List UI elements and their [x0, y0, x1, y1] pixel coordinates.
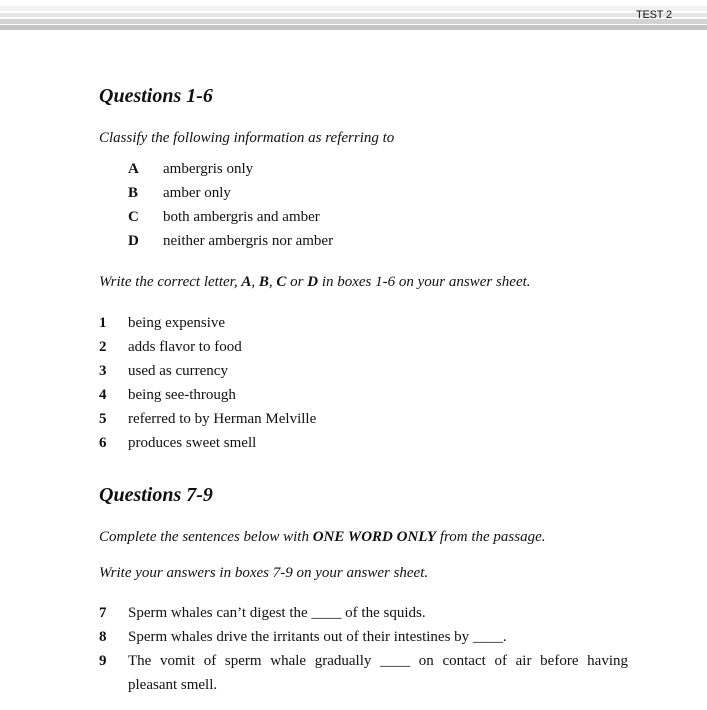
- question-text: produces sweet smell: [128, 435, 257, 451]
- header-stripe: [0, 19, 707, 24]
- question-text: referred to by Herman Melville: [128, 411, 317, 427]
- test-label: TEST 2: [636, 9, 672, 21]
- option-letter: C: [128, 209, 139, 225]
- header-stripe: [0, 6, 707, 11]
- question-number: 5: [99, 411, 107, 427]
- option-letter: D: [128, 233, 139, 249]
- header-stripe: [0, 25, 707, 30]
- instruction-text: Write the correct letter,: [99, 274, 242, 290]
- write-answers-instruction: Write your answers in boxes 7-9 on your answer sheet.: [99, 565, 429, 581]
- separator: ,: [251, 274, 259, 290]
- classify-instruction: Classify the following information as referring to: [99, 130, 395, 146]
- question-text: being expensive: [128, 315, 226, 331]
- question-number: 6: [99, 435, 107, 451]
- instruction-text: from the passage.: [436, 529, 546, 545]
- letter-b: B: [258, 274, 269, 290]
- question-text: adds flavor to food: [128, 339, 242, 355]
- option-text: ambergris only: [163, 161, 254, 177]
- question-number: 9: [99, 653, 107, 669]
- word-limit: ONE WORD ONLY: [312, 529, 437, 545]
- question-text: Sperm whales drive the irritants out of their intestines by ____.: [128, 629, 507, 645]
- question-number: 2: [99, 339, 107, 355]
- instruction-text: Complete the sentences below with: [99, 529, 313, 545]
- option-text: neither ambergris nor amber: [163, 233, 334, 249]
- question-text: being see-through: [128, 387, 236, 403]
- option-letter: B: [128, 185, 139, 201]
- option-text: amber only: [163, 185, 231, 201]
- instruction-text: in boxes 1-6 on your answer sheet.: [318, 274, 531, 290]
- letter-a: A: [241, 274, 252, 290]
- header-stripe: [0, 13, 707, 17]
- letter-d: D: [307, 274, 319, 290]
- question-text: The vomit of sperm whale gradually ____ on contact of air before having: [128, 653, 628, 669]
- question-text-continuation: pleasant smell.: [128, 677, 218, 693]
- section-title-questions-7-9: Questions 7-9: [99, 484, 213, 506]
- question-number: 1: [99, 315, 107, 331]
- question-number: 7: [99, 605, 107, 621]
- complete-instruction: [99, 529, 546, 546]
- question-text: used as currency: [128, 363, 228, 379]
- letter-c: C: [276, 274, 287, 290]
- option-letter: A: [128, 161, 139, 177]
- question-number: 8: [99, 629, 107, 645]
- option-text: both ambergris and amber: [163, 209, 320, 225]
- section-title-questions-1-6: Questions 1-6: [99, 85, 213, 107]
- separator: ,: [268, 274, 277, 290]
- question-number: 3: [99, 363, 107, 379]
- question-text: Sperm whales can’t digest the ____ of the squids.: [128, 605, 426, 621]
- question-number: 4: [99, 387, 107, 403]
- separator: or: [286, 274, 308, 290]
- write-letter-instruction: [99, 274, 531, 291]
